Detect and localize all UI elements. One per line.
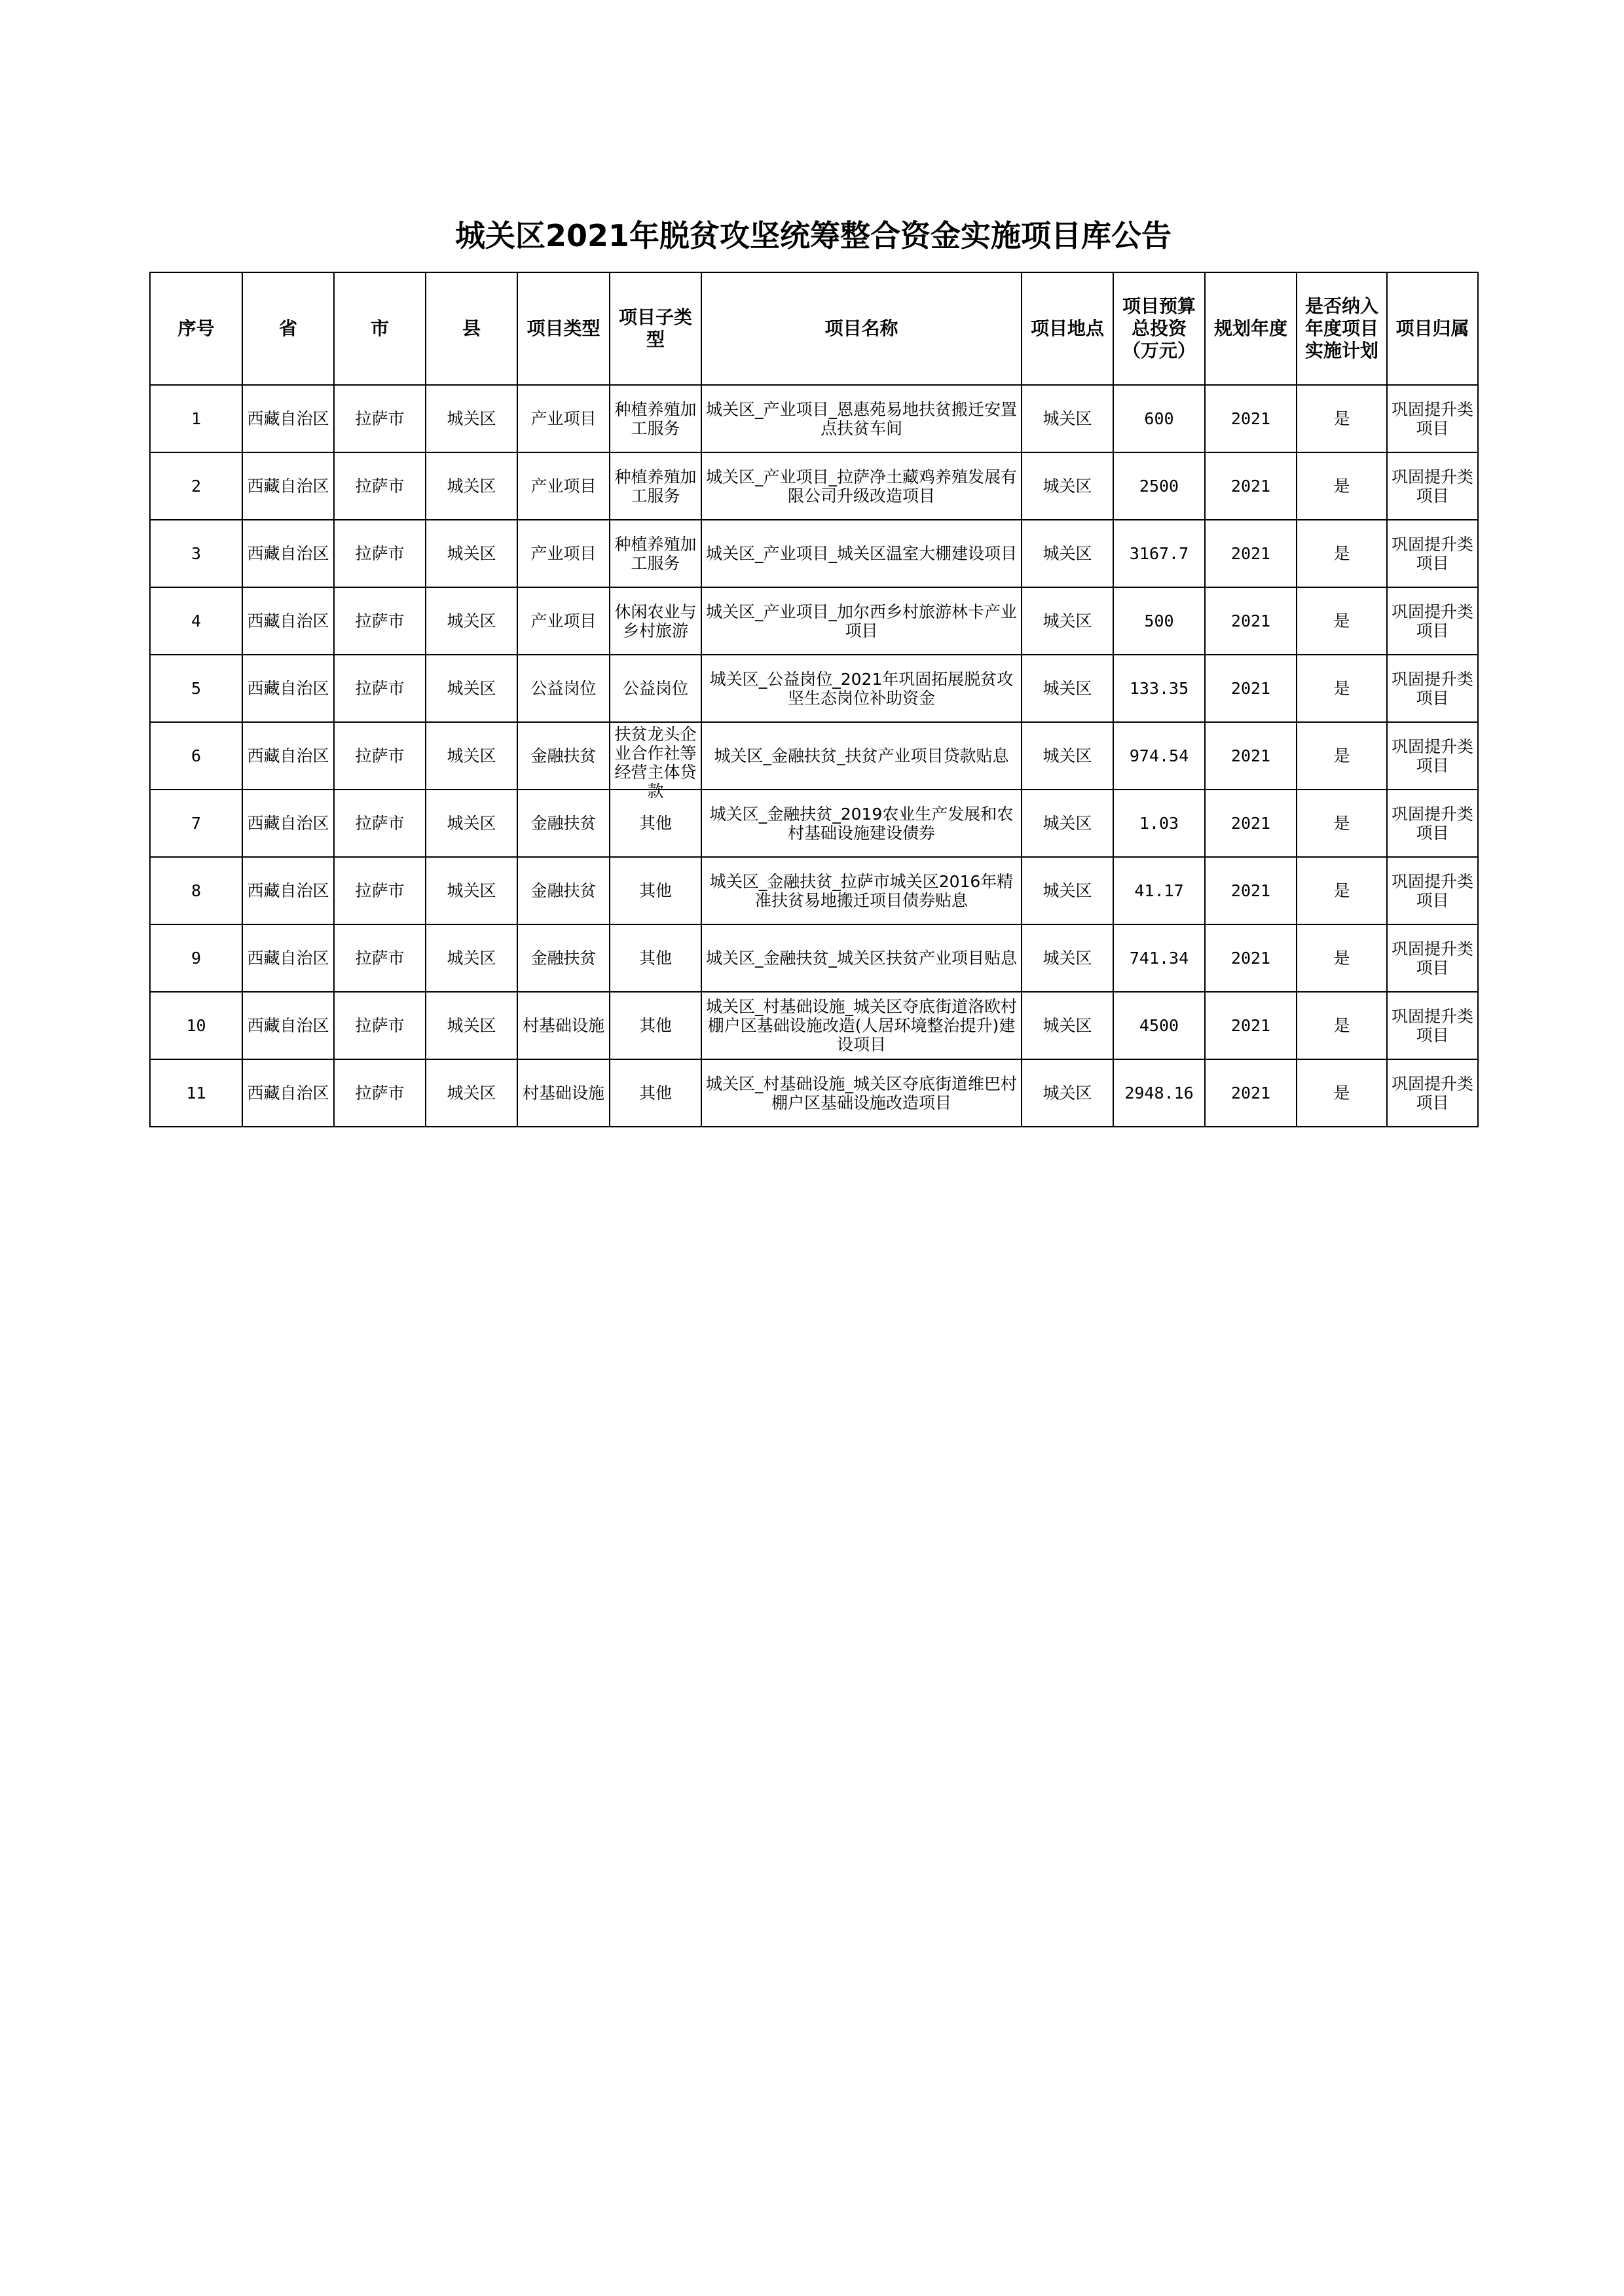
cell-budget: 2500 (1113, 452, 1205, 520)
cell-year: 2021 (1205, 857, 1297, 924)
cell-name: 城关区_金融扶贫_城关区扶贫产业项目贴息 (701, 924, 1022, 992)
column-header: 项目归属 (1387, 272, 1478, 385)
cell-included: 是 (1297, 992, 1387, 1059)
cell-subtype-text: 公益岗位 (622, 679, 688, 698)
cell-year: 2021 (1205, 924, 1297, 992)
cell-included: 是 (1297, 520, 1387, 587)
cell-type: 金融扶贫 (517, 924, 610, 992)
cell-year: 2021 (1205, 655, 1297, 722)
cell-location: 城关区 (1022, 857, 1113, 924)
cell-subtype-text: 其他 (638, 814, 672, 833)
cell-no: 1 (150, 385, 242, 452)
project-table (149, 272, 1479, 1127)
cell-subtype (610, 1059, 701, 1127)
column-header: 县 (426, 272, 517, 385)
cell-budget: 600 (1113, 385, 1205, 452)
cell-included: 是 (1297, 655, 1387, 722)
cell-type: 金融扶贫 (517, 857, 610, 924)
table-body (150, 385, 1478, 1127)
cell-year: 2021 (1205, 452, 1297, 520)
cell-included: 是 (1297, 924, 1387, 992)
table-header-row (150, 272, 1478, 385)
cell-budget: 3167.7 (1113, 520, 1205, 587)
cell-no: 11 (150, 1059, 242, 1127)
table-row (150, 857, 1478, 924)
table-row (150, 1059, 1478, 1127)
table-row (150, 722, 1478, 790)
cell-category: 巩固提升类项目 (1387, 452, 1478, 520)
cell-subtype-text: 其他 (638, 881, 672, 900)
cell-subtype-text: 其他 (638, 949, 672, 968)
cell-year: 2021 (1205, 385, 1297, 452)
cell-year: 2021 (1205, 992, 1297, 1059)
cell-no: 5 (150, 655, 242, 722)
column-header: 省 (242, 272, 334, 385)
cell-subtype-text: 扶贫龙头企业合作社等经营主体贷款 (614, 724, 697, 801)
cell-province: 西藏自治区 (242, 924, 334, 992)
cell-city: 拉萨市 (334, 790, 426, 857)
cell-subtype-text: 休闲农业与乡村旅游 (614, 602, 697, 640)
cell-year: 2021 (1205, 587, 1297, 655)
cell-county: 城关区 (426, 722, 517, 790)
column-header: 项目名称 (701, 272, 1022, 385)
cell-location: 城关区 (1022, 587, 1113, 655)
column-header: 是否纳入年度项目实施计划 (1297, 272, 1387, 385)
cell-category: 巩固提升类项目 (1387, 790, 1478, 857)
cell-city: 拉萨市 (334, 1059, 426, 1127)
cell-budget: 2948.16 (1113, 1059, 1205, 1127)
cell-name: 城关区_产业项目_加尔西乡村旅游林卡产业项目 (701, 587, 1022, 655)
cell-category: 巩固提升类项目 (1387, 722, 1478, 790)
cell-province: 西藏自治区 (242, 452, 334, 520)
cell-no: 2 (150, 452, 242, 520)
cell-location: 城关区 (1022, 924, 1113, 992)
cell-no: 8 (150, 857, 242, 924)
table-row (150, 452, 1478, 520)
table-row (150, 520, 1478, 587)
cell-no: 6 (150, 722, 242, 790)
cell-name: 城关区_金融扶贫_2019农业生产发展和农村基础设施建设债券 (701, 790, 1022, 857)
cell-no: 9 (150, 924, 242, 992)
cell-budget: 1.03 (1113, 790, 1205, 857)
cell-type: 村基础设施 (517, 1059, 610, 1127)
cell-county: 城关区 (426, 1059, 517, 1127)
cell-subtype (610, 452, 701, 520)
cell-county: 城关区 (426, 452, 517, 520)
cell-city: 拉萨市 (334, 452, 426, 520)
table-row (150, 655, 1478, 722)
cell-province: 西藏自治区 (242, 520, 334, 587)
cell-budget: 41.17 (1113, 857, 1205, 924)
cell-location: 城关区 (1022, 452, 1113, 520)
cell-budget: 4500 (1113, 992, 1205, 1059)
cell-location: 城关区 (1022, 790, 1113, 857)
cell-city: 拉萨市 (334, 992, 426, 1059)
cell-budget: 974.54 (1113, 722, 1205, 790)
cell-county: 城关区 (426, 790, 517, 857)
table-row (150, 385, 1478, 452)
cell-city: 拉萨市 (334, 520, 426, 587)
cell-included: 是 (1297, 722, 1387, 790)
cell-county: 城关区 (426, 587, 517, 655)
table-row (150, 992, 1478, 1059)
cell-name: 城关区_村基础设施_城关区夺底街道维巴村棚户区基础设施改造项目 (701, 1059, 1022, 1127)
cell-subtype-text: 其他 (638, 1016, 672, 1035)
cell-location: 城关区 (1022, 1059, 1113, 1127)
cell-location: 城关区 (1022, 992, 1113, 1059)
column-header: 市 (334, 272, 426, 385)
cell-type: 产业项目 (517, 520, 610, 587)
cell-name: 城关区_公益岗位_2021年巩固拓展脱贫攻坚生态岗位补助资金 (701, 655, 1022, 722)
cell-type: 产业项目 (517, 385, 610, 452)
cell-province: 西藏自治区 (242, 1059, 334, 1127)
cell-type: 产业项目 (517, 452, 610, 520)
cell-included: 是 (1297, 1059, 1387, 1127)
cell-type: 金融扶贫 (517, 722, 610, 790)
cell-subtype (610, 655, 701, 722)
cell-category: 巩固提升类项目 (1387, 587, 1478, 655)
column-header: 项目地点 (1022, 272, 1113, 385)
cell-budget: 500 (1113, 587, 1205, 655)
cell-county: 城关区 (426, 992, 517, 1059)
cell-name: 城关区_村基础设施_城关区夺底街道洛欧村棚户区基础设施改造(人居环境整治提升)建设项目 (701, 992, 1022, 1059)
cell-budget: 133.35 (1113, 655, 1205, 722)
cell-city: 拉萨市 (334, 587, 426, 655)
table-row (150, 924, 1478, 992)
page-title: 城关区2021年脱贫攻坚统筹整合资金实施项目库公告 (454, 218, 1172, 253)
column-header: 项目预算总投资（万元） (1113, 272, 1205, 385)
cell-category: 巩固提升类项目 (1387, 385, 1478, 452)
table-row (150, 790, 1478, 857)
cell-included: 是 (1297, 790, 1387, 857)
cell-county: 城关区 (426, 520, 517, 587)
cell-category: 巩固提升类项目 (1387, 655, 1478, 722)
cell-subtype (610, 924, 701, 992)
cell-type: 金融扶贫 (517, 790, 610, 857)
cell-category: 巩固提升类项目 (1387, 1059, 1478, 1127)
cell-no: 3 (150, 520, 242, 587)
cell-included: 是 (1297, 587, 1387, 655)
cell-county: 城关区 (426, 924, 517, 992)
cell-name: 城关区_金融扶贫_拉萨市城关区2016年精准扶贫易地搬迁项目债券贴息 (701, 857, 1022, 924)
cell-county: 城关区 (426, 385, 517, 452)
cell-city: 拉萨市 (334, 924, 426, 992)
cell-province: 西藏自治区 (242, 857, 334, 924)
cell-city: 拉萨市 (334, 655, 426, 722)
cell-province: 西藏自治区 (242, 385, 334, 452)
cell-subtype-text: 其他 (638, 1084, 672, 1102)
cell-budget: 741.34 (1113, 924, 1205, 992)
table-row (150, 587, 1478, 655)
cell-year: 2021 (1205, 790, 1297, 857)
cell-province: 西藏自治区 (242, 790, 334, 857)
cell-county: 城关区 (426, 655, 517, 722)
cell-name: 城关区_产业项目_拉萨净土藏鸡养殖发展有限公司升级改造项目 (701, 452, 1022, 520)
cell-city: 拉萨市 (334, 722, 426, 790)
cell-included: 是 (1297, 452, 1387, 520)
cell-name: 城关区_金融扶贫_扶贫产业项目贷款贴息 (701, 722, 1022, 790)
cell-no: 10 (150, 992, 242, 1059)
cell-subtype-text: 种植养殖加工服务 (614, 399, 697, 438)
cell-subtype-text: 种植养殖加工服务 (614, 534, 697, 573)
cell-location: 城关区 (1022, 655, 1113, 722)
cell-no: 4 (150, 587, 242, 655)
cell-subtype (610, 587, 701, 655)
cell-type: 村基础设施 (517, 992, 610, 1059)
cell-county: 城关区 (426, 857, 517, 924)
cell-included: 是 (1297, 857, 1387, 924)
cell-location: 城关区 (1022, 722, 1113, 790)
column-header: 序号 (150, 272, 242, 385)
cell-no: 7 (150, 790, 242, 857)
column-header: 项目类型 (517, 272, 610, 385)
cell-year: 2021 (1205, 1059, 1297, 1127)
cell-city: 拉萨市 (334, 857, 426, 924)
cell-city: 拉萨市 (334, 385, 426, 452)
cell-subtype (610, 857, 701, 924)
cell-year: 2021 (1205, 520, 1297, 587)
cell-province: 西藏自治区 (242, 992, 334, 1059)
cell-year: 2021 (1205, 722, 1297, 790)
cell-subtype (610, 520, 701, 587)
cell-name: 城关区_产业项目_城关区温室大棚建设项目 (701, 520, 1022, 587)
cell-category: 巩固提升类项目 (1387, 857, 1478, 924)
cell-category: 巩固提升类项目 (1387, 992, 1478, 1059)
cell-type: 公益岗位 (517, 655, 610, 722)
cell-province: 西藏自治区 (242, 587, 334, 655)
column-header: 规划年度 (1205, 272, 1297, 385)
cell-included: 是 (1297, 385, 1387, 452)
cell-location: 城关区 (1022, 520, 1113, 587)
cell-name: 城关区_产业项目_恩惠苑易地扶贫搬迁安置点扶贫车间 (701, 385, 1022, 452)
cell-subtype (610, 385, 701, 452)
cell-province: 西藏自治区 (242, 655, 334, 722)
cell-location: 城关区 (1022, 385, 1113, 452)
cell-subtype-text: 种植养殖加工服务 (614, 467, 697, 505)
cell-subtype (610, 992, 701, 1059)
cell-category: 巩固提升类项目 (1387, 924, 1478, 992)
cell-subtype (610, 722, 701, 801)
cell-category: 巩固提升类项目 (1387, 520, 1478, 587)
cell-type: 产业项目 (517, 587, 610, 655)
column-header: 项目子类型 (610, 272, 701, 385)
cell-province: 西藏自治区 (242, 722, 334, 790)
